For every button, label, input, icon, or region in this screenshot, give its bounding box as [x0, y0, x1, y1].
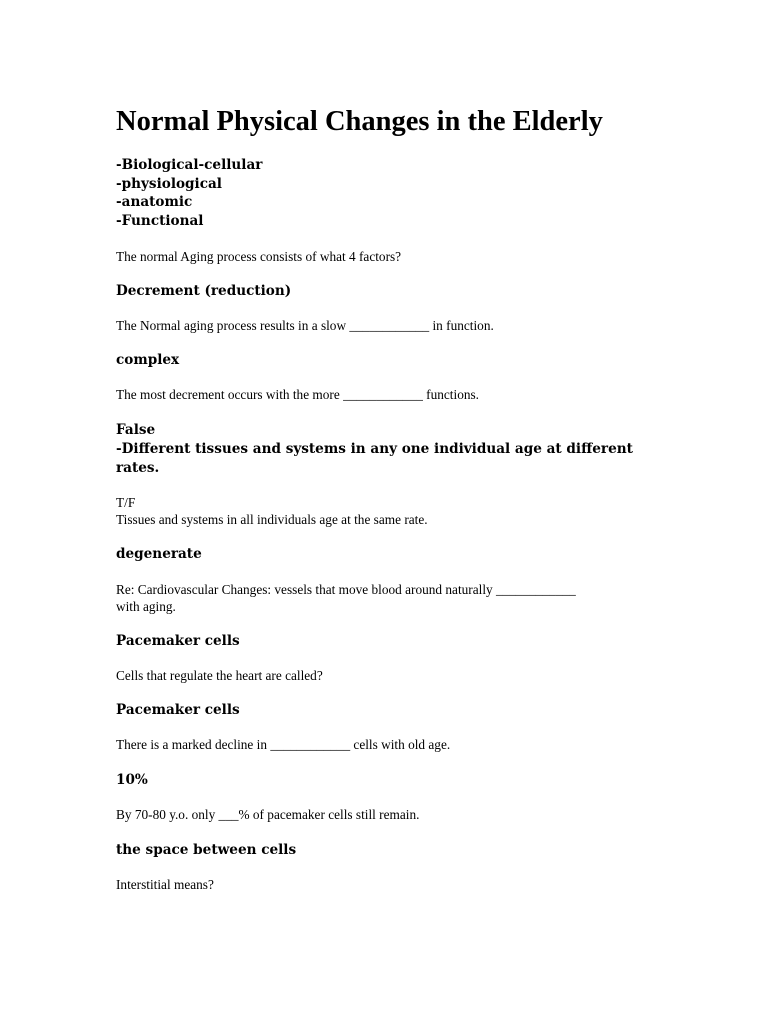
question-text: The most decrement occurs with the more ____________ functions.: [116, 387, 479, 402]
question-text: Interstitial means?: [116, 877, 214, 892]
answer-text: Decrement (reduction): [116, 283, 292, 299]
question-text: Tissues and systems in all individuals age at the same rate.: [116, 512, 428, 527]
answer-text: Pacemaker cells: [116, 702, 240, 718]
document-title: Normal Physical Changes in the Elderly: [116, 106, 603, 137]
question-text: T/F: [116, 495, 136, 510]
answer-text: degenerate: [116, 546, 202, 562]
intro-term-list: [116, 156, 262, 231]
answer-text: the space between cells: [116, 842, 297, 858]
answer-text: 10%: [116, 772, 148, 788]
question-text: The Normal aging process results in a slow ____________ in function.: [116, 318, 494, 333]
question-text: The normal Aging process consists of what 4 factors?: [116, 249, 402, 264]
intro-term: -Biological-cellular: [116, 157, 263, 173]
intro-term: -Functional: [116, 213, 204, 230]
answer-text: False: [116, 422, 156, 438]
question-text: Cells that regulate the heart are called?: [116, 668, 323, 683]
answer-text: Pacemaker cells: [116, 633, 240, 649]
intro-term: -anatomic: [116, 194, 193, 211]
question-text: There is a marked decline in ____________ cells with old age.: [116, 737, 451, 752]
answer-text: -Different tissues and systems in any one individual age at different rates.: [116, 441, 633, 476]
intro-term: -physiological: [116, 175, 222, 192]
question-text: Re: Cardiovascular Changes: vessels that move blood around naturally ____________: [116, 582, 576, 597]
answer-text: complex: [116, 352, 180, 368]
question-text: By 70-80 y.o. only ___% of pacemaker cells still remain.: [116, 807, 420, 822]
question-text: with aging.: [116, 599, 176, 614]
